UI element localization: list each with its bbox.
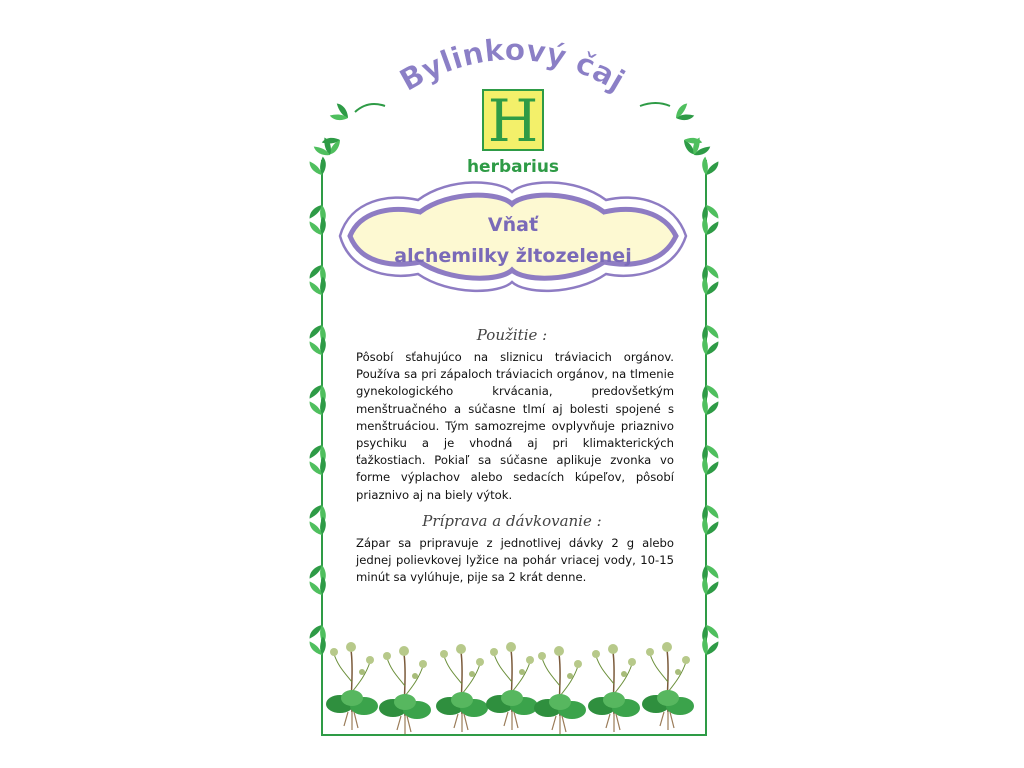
- product-title-line-1: Vňať: [487, 214, 539, 236]
- preparation-heading: Príprava a dávkovanie :: [422, 512, 602, 530]
- product-title-line-2: alchemilky žltozelenej: [394, 245, 632, 267]
- brand-name: herbarius: [466, 157, 560, 177]
- usage-text: Pôsobí sťahujúco na sliznicu tráviacich orgánov. Používa sa pri zápaloch tráviacich orgánov, na tlmenie gynekologického krvácania, predovšetkým menštruačného a súčasne tlmí aj bolesti spojené s menštruáciou. Tým samozrejme ovplyvňuje priaznivo psychiku a je vhodná aj pri klimakterických ťažkostiach. Pokiaľ sa súčasne aplikuje zvonka vo forme výplachov alebo sedacích kúpeľov, pôsobí priaznivo aj na biely výtok.: [356, 350, 674, 502]
- product-frame: [340, 182, 686, 290]
- lady-mantle-plants: [326, 642, 694, 734]
- herbarius-logo: [483, 87, 543, 155]
- logo-letter: H: [487, 87, 539, 155]
- right-vine-leaves: [672, 103, 719, 658]
- arch-title: Bylinkový čaj: [393, 32, 631, 99]
- left-vine-leaves: [309, 103, 352, 658]
- preparation-text: Zápar sa pripravuje z jednotlivej dávky 2 g alebo jednej polievkovej lyžice na pohár vriacej vody, 10-15 minút sa vylúhuje, pije sa 2 krát denne.: [356, 536, 674, 585]
- usage-heading: Použitie :: [476, 326, 548, 344]
